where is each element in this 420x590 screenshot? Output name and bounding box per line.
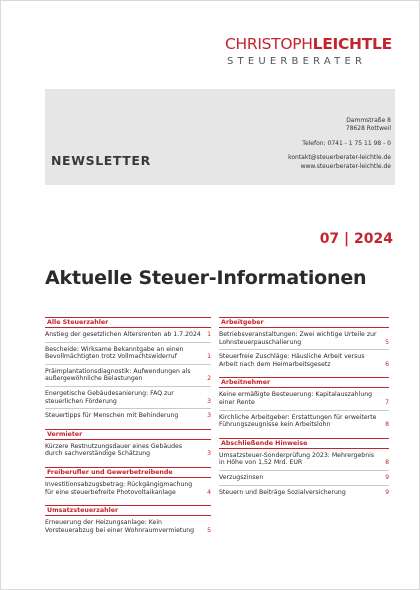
- toc-entry-text: Anstieg der gesetzlichen Altersrenten ab 1.7.2024: [45, 331, 201, 338]
- toc-entry[interactable]: [219, 391, 389, 410]
- toc-entry-text: Steuern und Beiträge Sozialversicherung: [219, 488, 346, 496]
- toc-page-number: 3: [207, 397, 211, 405]
- toc-page-number: 9: [385, 488, 389, 496]
- contact-block: [288, 117, 391, 171]
- toc-entry-text: Verzugszinsen: [219, 473, 264, 481]
- toc-page-number: 2: [207, 375, 211, 383]
- toc-entry-text: Steuerfreie Zuschläge: Häusliche Arbeit versus Arbeit nach dem Heimarbeitsgesetz: [219, 353, 365, 368]
- logo-last-name: LEICHTLE: [312, 35, 392, 53]
- toc-entry[interactable]: [45, 412, 211, 423]
- toc-page-number: 9: [385, 473, 389, 481]
- toc-entry[interactable]: [219, 353, 389, 371]
- email-link[interactable]: kontakt@steuerberater-leichtle.de: [288, 154, 391, 162]
- toc-entry-text: Investitionsabzugsbetrag: Rückgängigmachung für eine steuerbefreite Photovoltaikanlage: [45, 480, 193, 496]
- toc-page-number: 5: [207, 526, 211, 534]
- toc-entry-text: Bescheide: Wirksame Bekanntgabe an einen Bevollmächtigten trotz Vollmachtswiderruf: [45, 345, 184, 361]
- newsletter-title: NEWSLETTER: [51, 153, 151, 168]
- website-link[interactable]: www.steuerberater-leichtle.de: [300, 162, 391, 170]
- toc-entry-text: Umsatzsteuer-Sonderprüfung 2023: Mehrergebnis in Höhe von 1,52 Mrd. EUR: [219, 451, 375, 467]
- address-street: Dammstraße 8: [346, 117, 391, 124]
- toc-entry[interactable]: [219, 414, 389, 432]
- toc-entry-text: Kürzere Restnutzungsdauer eines Gebäudes durch sachverständige Schätzung: [45, 442, 183, 458]
- toc-page-number: 1: [207, 331, 211, 338]
- toc-page-number: 1: [207, 353, 211, 361]
- phone-number: Telefon: 0741 - 1 75 11 98 - 0: [302, 139, 391, 147]
- toc-entry-text: Kirchliche Arbeitgeber: Erstattungen für erweiterte Führungszeugnisse kein Arbeitslohn: [219, 413, 377, 429]
- toc-section-heading: Alle Steuerzahler: [45, 317, 211, 328]
- toc-entry[interactable]: [45, 519, 211, 537]
- toc-section-heading: Arbeitgeber: [219, 317, 389, 328]
- toc-entry[interactable]: [219, 489, 389, 500]
- toc-entry-text: Erneuerung der Heizungsanlage: Kein Vorsteuerabzug bei einer Wohnraumvermietung: [45, 519, 195, 534]
- toc-section-heading: Arbeitnehmer: [219, 377, 389, 388]
- toc-entry[interactable]: [45, 481, 211, 499]
- toc-right-column: [219, 317, 389, 505]
- toc-page-number: 4: [207, 488, 211, 496]
- toc-entry[interactable]: [45, 368, 211, 387]
- page-title: Aktuelle Steuer-Informationen: [45, 267, 367, 289]
- toc-page-number: 8: [385, 421, 389, 429]
- logo-subtitle: STEUERBERATER: [227, 56, 367, 67]
- toc-section-heading: Freiberufler und Gewerbetreibende: [45, 467, 211, 478]
- toc-page-number: 8: [385, 459, 389, 467]
- issue-number: 07 | 2024: [319, 231, 393, 247]
- toc-entry-text: Energetische Gebäudesanierung: FAQ zur steuerlichen Förderung: [45, 389, 174, 405]
- toc-section-heading: Abschließende Hinweise: [219, 438, 389, 449]
- toc-entry[interactable]: [219, 452, 389, 471]
- toc-entry[interactable]: [45, 331, 211, 343]
- toc-page-number: 6: [385, 360, 389, 368]
- toc-section-heading: Vermieter: [45, 429, 211, 440]
- toc-entry-text: Keine ermäßigte Besteuerung: Kapitalauszahlung einer Rente: [219, 391, 373, 406]
- logo-first-name: CHRISTOPH: [225, 35, 313, 53]
- toc-entry-text: Präimplantationsdiagnostik: Aufwendungen als außergewöhnliche Belastungen: [45, 367, 191, 383]
- toc-page-number: 5: [385, 338, 389, 346]
- toc-page-number: 7: [385, 398, 389, 406]
- toc-section-heading: Umsatzsteuerzahler: [45, 505, 211, 516]
- toc-page-number: 3: [207, 450, 211, 458]
- toc-entry-text: Steuertipps für Menschen mit Behinderung: [45, 412, 179, 420]
- toc-page-number: 3: [207, 412, 211, 420]
- toc-left-column: [45, 317, 211, 543]
- header-band: [45, 89, 395, 185]
- toc-entry-text: Betriebsveranstaltungen: Zwei wichtige Urteile zur Lohnsteuerpauschalierung: [219, 331, 377, 346]
- address-city: 78628 Rottweil: [345, 125, 391, 133]
- toc-entry[interactable]: [45, 390, 211, 409]
- toc-entry[interactable]: [45, 346, 211, 365]
- logo: [225, 37, 392, 53]
- toc-entry[interactable]: [219, 474, 389, 486]
- toc-entry[interactable]: [45, 443, 211, 461]
- toc-entry[interactable]: [219, 331, 389, 350]
